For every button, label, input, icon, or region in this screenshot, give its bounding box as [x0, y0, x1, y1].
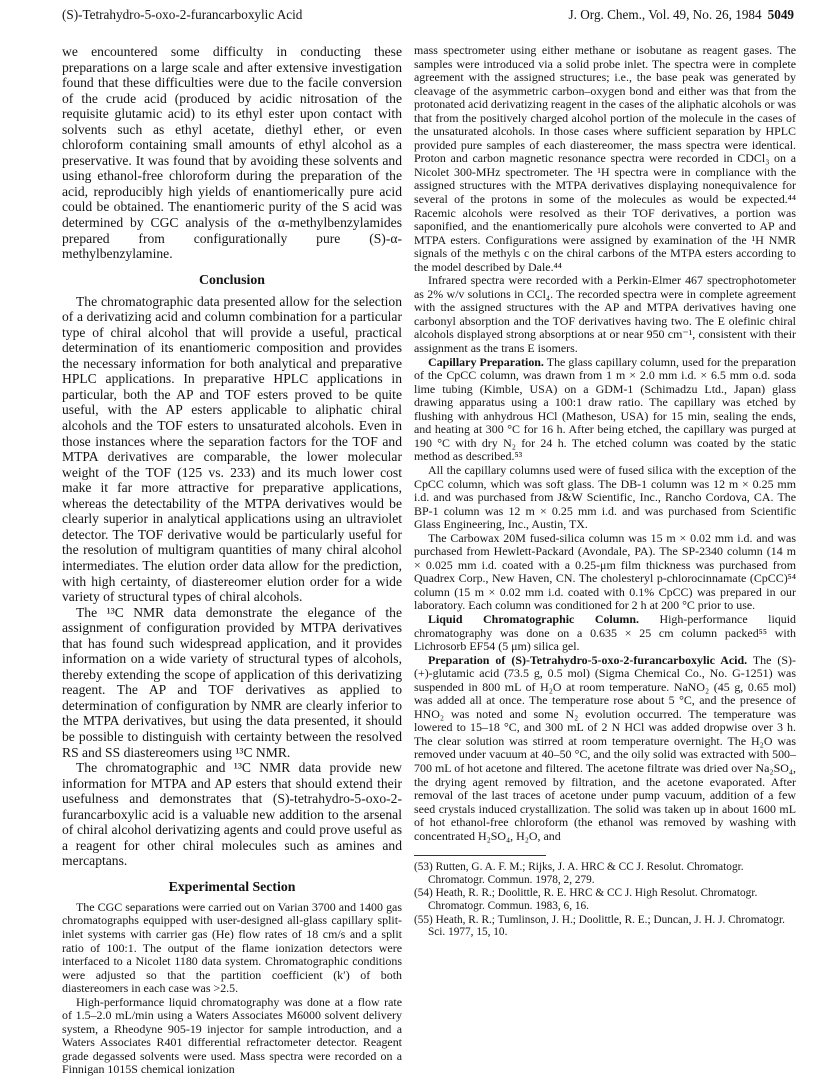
- lc-column-paragraph: [414, 613, 796, 654]
- lc-column-text: High-performance liquid chromatography was done on a 0.635 × 25 cm column packed⁵⁵ with Lichrosorb EF54 (5 μm) silica gel.: [414, 611, 796, 654]
- acid-preparation-text: The (S)-(+)-glutamic acid (73.5 g, 0.5 mol) (Sigma Chemical Co., No. G-1251) was suspended in 800 mL of H₂O at room temperature. NaNO₂ (45 g, 0.65 mol) was added all at once. The temperature rose about 5 °C, and the presence of HNO₂ was noted and some N₂ evolution occurred. The temperature was lowered to 15–18 °C, and 300 mL of 2 N HCl was added dropwise over 3 h. The clear solution was stirred at room temperature overnight. The H₂O was removed under vacuum at 40–50 °C, and the oily solid was extracted with 500–700 mL of hot acetone and filtered. The acetone filtrate was dried over Na₂SO₄, the drying agent removed by filtration, and the acetone evaporated. After removal of the last traces of acetone under pump vacuum, addition of a few seed crystals induced crystallization. The solid was taken up in about 1600 mL of hot ethanol-free chloroform (the ethanol was removed by washing with concentrated H₂SO₄, H₂O, and: [414, 652, 796, 843]
- experimental-paragraph-2: High-performance liquid chromatography was done at a flow rate of 1.5–2.0 mL/min using a Waters Associates M6000 solvent delivery system, a Rheodyne 905-19 injector for sample introduction, and a Waters Associates R401 differential refractometer detector. Reagent grade degassed solvents were used. Mass spectra were recorded on a Finnigan 1015S chemical ionization: [62, 994, 402, 1077]
- lc-column-heading: Liquid Chromatographic Column.: [428, 611, 639, 626]
- capillary-preparation-text: The glass capillary column, used for the preparation of the CpCC column, was drawn from 1 m × 2.0 mm i.d. × 6.5 mm o.d. soda lime tubing (Kimble, USA) on a GDM-1 (Schimadzu Ltd., Japan) glass drawing apparatus using a 100:1 draw ratio. The capillary was etched by flushing with anhydrous HCl (Matheson, USA) for 15 min, sealing the ends, and heating at 300 °C for 16 h. After being etched, the capillary was purged at 190 °C with dry N₂ for 24 h. The etched column was coated by the static method as described.⁵³: [414, 354, 796, 464]
- left-column: [62, 44, 402, 1077]
- running-head-title: (S)-Tetrahydro-5-oxo-2-furancarboxylic Acid: [62, 7, 303, 22]
- capillary-preparation-heading: Capillary Preparation.: [428, 354, 544, 369]
- acid-preparation-paragraph: [414, 654, 796, 844]
- page-number: 5049: [767, 7, 794, 22]
- intro-paragraph: we encountered some difficulty in conducting these preparations on a large scale and after extensive investigation found that these difficulties were due to the facile conversion of the crude acid (produced by acidic nitrosation of the requisite glutamic acid) to its ethyl ester upon contact with solvents such as ethyl acetate, diethyl ether, or even chloroform containing small amounts of ethyl alcohol as a preservative. It was found that by avoiding these solvents and using ethanol-free chloroform during the preparation of the acid, reproducibly high yields of enantiomerically pure acid could be obtained. The enantiomeric purity of the S acid was determined by CGC analysis of the α-methylbenzylamides prepared from configurationally pure (S)-α-methylbenzylamine.: [62, 44, 402, 262]
- conclusion-paragraph-2: The ¹³C NMR data demonstrate the elegance of the assignment of configuration provided by MTPA derivatives that has found such widespread application, and it provides information on a wide variety of structural types of alcohols, thereby extending the scope of application of this derivatizing reagent. The AP and TOF derivatives as applied to determination of configuration by NMR are clearly inferior to the MTPA derivatives, but using the data presented, it should be possible to distinguish with certainty between the resolved RS and SS diastereomers using ¹³C NMR.: [62, 604, 402, 760]
- infrared-paragraph: Infrared spectra were recorded with a Perkin-Elmer 467 spectrophotometer as 2% w/v solutions in CCl₄. The recorded spectra were in complete agreement with the assigned structures with the AP and MTPA derivatives having one carbonyl absorption and the TOF derivatives having two. The E olefinic chiral alcohols displayed strong absorptions at or near 950 cm⁻¹, consistent with their assignment as the trans E isomers.: [414, 273, 796, 356]
- mass-spectra-paragraph: mass spectrometer using either methane or isobutane as reagent gases. The samples were introduced via a solid probe inlet. The spectra were in complete agreement with the assigned structures; i.e., the base peak was generated by cleavage of the asymmetric carbon–oxygen bond and either was that from the protonated acid derivatizing reagent in the cases of the aliphatic alcohols or was that from the positively charged alcohol portion of the molecule in the cases of the unsaturated alcohols. In those cases where sufficient separation by HPLC provided pure samples of each diastereomer, the mass spectra were identical. Proton and carbon magnetic resonance spectra were recorded in CDCl₃ on a Nicolet 300-MHz spectrometer. The ¹H spectra were in compliance with the assigned structures with the MTPA derivatives displaying nonequivalence for several of the protons in some of the molecules as would be expected.⁴⁴ Racemic alcohols were resolved as their TOF derivatives, a portion was saponified, and the enantiomerically pure alcohols were converted to AP and MTPA esters. Configurations were assigned by examination of the ¹H NMR signals of the methyls c on the chiral carbons of the MTPA esters according to the model described by Dale.⁴⁴: [414, 43, 796, 274]
- conclusion-paragraph-1: The chromatographic data presented allow for the selection of a derivatizing acid and column combination for a particular type of chiral alcohol that will provide a useful, practical determination of its enantiomeric composition and provides the necessary information for both analytical and preparative HPLC applications. In preparative HPLC applications in particular, both the AP and TOF esters proved to be quite useful, with the AP esters applicable to aliphatic chiral alcohols and the TOF esters to unsaturated alcohols. Even in those instances where the separation factors for the TOF and MTPA derivatives are comparable, the lower molecular weight of the TOF (125 vs. 233) and its much lower cost make it far more attractive for preparative applications, whereas the detectability of the MTPA derivatives would be clearly superior in analytical applications using an ultraviolet detector. The TOF derivative would be particularly useful for the resolution of multigram quantities of many chiral alcohol intermediates. The elution order data allow for the prediction, with high certainty, of diastereomer elution order for a wide variety of structural types of chiral alcohols.: [62, 293, 402, 605]
- journal-citation: J. Org. Chem., Vol. 49, No. 26, 1984: [568, 7, 762, 22]
- capillary-preparation-paragraph: [414, 356, 796, 464]
- right-column: [414, 44, 796, 1054]
- footnote-53: (53) Rutten, G. A. F. M.; Rijks, J. A. HRC & CC J. Resolut. Chromatogr. Chromatogr. Commun. 1978, 2, 279.: [414, 861, 744, 886]
- footnote-rule: [414, 855, 546, 856]
- footnote-54: (54) Heath, R. R.; Doolittle, R. E. HRC & CC J. High Resolut. Chromatogr. Chromatogr. Commun. 1983, 6, 16.: [414, 887, 758, 913]
- running-head-citation: [569, 7, 794, 23]
- carbowax-paragraph: The Carbowax 20M fused-silica column was 15 m × 0.02 mm i.d. and was purchased from Hewlett-Packard (Avondale, PA). The SP-2340 column (14 m × 0.025 mm i.d. coated with a 0.25-μm film thickness was purchased from Quadrex Corp., New Haven, CN. The cholesteryl p-chlorocinnamate (CpCC)⁵⁴ column (15 m × 0.02 mm i.d. coated with 0.1% CpCC) was prepared in our laboratory. Each column was conditioned for 2 h at 200 °C prior to use.: [414, 530, 796, 613]
- conclusion-paragraph-3: The chromatographic and ¹³C NMR data provide new information for MTPA and AP esters that should extend their usefulness and demonstrates that (S)-tetrahydro-5-oxo-2-furancarboxylic acid is a valuable new addition to the arsenal of chiral alcohol derivatizing agents and could prove useful as a reagent for other chiral molecules such as amines and mercaptans.: [62, 760, 402, 869]
- conclusion-heading: Conclusion: [199, 271, 265, 287]
- footnote-55: (55) Heath, R. R.; Tumlinson, J. H.; Doolittle, R. E.; Duncan, J. H. J. Chromatogr. Sci. 1977, 15, 10.: [414, 913, 785, 939]
- capillary-columns-paragraph: All the capillary columns used were of fused silica with the exception of the CpCC column, which was soft glass. The DB-1 column was 12 m × 0.25 mm i.d. and was purchased from J&W Scientific, Inc., Rancho Cordova, CA. The BP-1 column was 12 m × 0.25 mm i.d. and was purchased from Scientific Glass Engineering, Inc., Austin, TX.: [414, 462, 796, 532]
- experimental-paragraph-1: The CGC separations were carried out on Varian 3700 and 1400 gas chromatographs equipped with user-designed all-glass capillary split-inlet systems with carrier gas (He) flow rates of 18 cm/s and a split ratio of 100:1. The output of the flame ionization detectors were interfaced to a Nicolet 1180 data system. Chromatographic conditions were adjusted so that the partition coefficient (k′) of both diastereomers in each case was >2.5.: [62, 899, 402, 996]
- acid-preparation-heading: Preparation of (S)-Tetrahydro-5-oxo-2-furancarboxylic Acid.: [428, 652, 748, 667]
- experimental-heading: Experimental Section: [168, 878, 296, 894]
